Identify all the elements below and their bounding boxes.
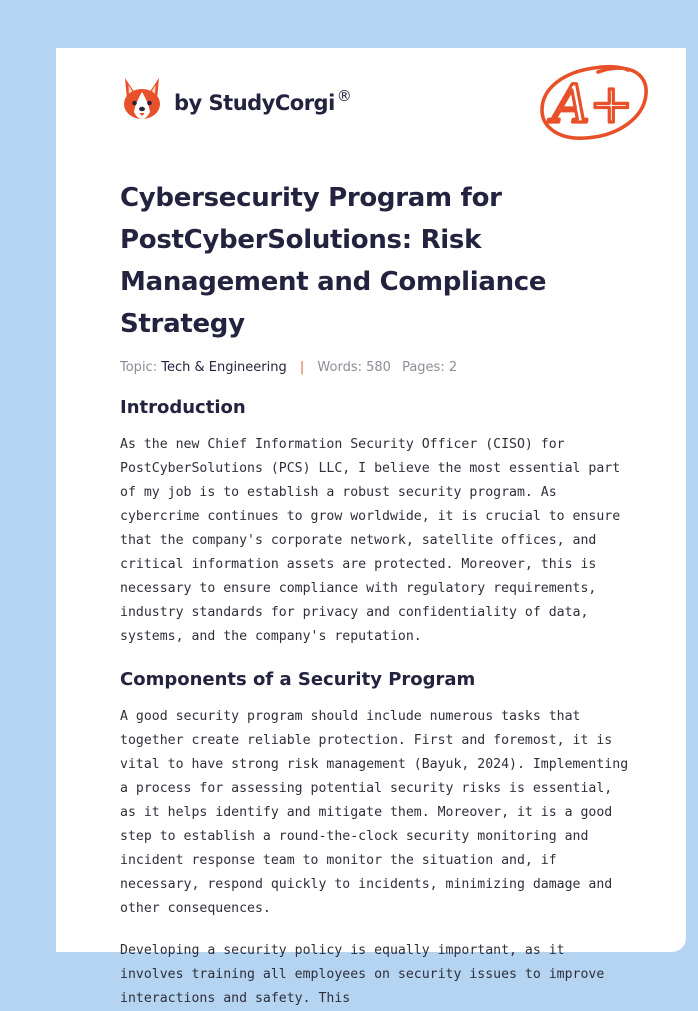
registered-mark: ® xyxy=(336,87,352,105)
introduction-paragraph: As the new Chief Information Security Officer (CISO) for PostCyberSolutions (PCS) LLC, I believe the most essential part of my job is to establish a robust security program. As cybercrime continues to grow worldwide, it is crucial to ensure that the company's corporate network, satellite offices, and critical information assets are protected. Moreover, this is necessary to ensure compliance with regulatory requirements, industry standards for privacy and confidentiality of data, systems, and the company's reputation. xyxy=(120,437,621,644)
a-plus-grade-badge xyxy=(536,56,652,144)
topic-link[interactable]: Tech & Engineering xyxy=(161,360,287,375)
document-title: Cybersecurity Program for PostCyberSolutions: Risk Management and Compliance Strategy xyxy=(120,183,547,339)
page-count: Pages: 2 xyxy=(402,360,458,375)
studycorgi-logo[interactable] xyxy=(122,76,351,122)
components-paragraph-2: Developing a security policy is equally important, as it involves training all employees on security issues to improve interactions and safety. This xyxy=(120,943,605,1006)
document-content xyxy=(120,177,634,1011)
topic-label: Topic: xyxy=(120,360,158,375)
document-meta xyxy=(120,359,634,377)
logo-text: by StudyCorgi ® xyxy=(174,87,352,115)
document-page xyxy=(56,48,686,1006)
section-heading-components: Components of a Security Program xyxy=(120,669,476,690)
corgi-logo-icon xyxy=(122,76,162,122)
meta-separator: | xyxy=(299,360,305,375)
section-heading-introduction: Introduction xyxy=(120,397,246,418)
word-count: Words: 580 xyxy=(317,360,391,375)
components-paragraph-1: A good security program should include numerous tasks that together create reliable protection. First and foremost, it is vital to have strong risk management (Bayuk, 2024). Implementing a process for assessing potential security risks is essential, as it helps identify and mitigate them. Moreover, it is a good step to establish a round-the-clock security monitoring and incident response team to monitor the situation and, if necessary, respond quickly to incidents, minimizing damage and other consequences. xyxy=(120,709,629,916)
grade-badge-text: A+ xyxy=(552,75,634,135)
